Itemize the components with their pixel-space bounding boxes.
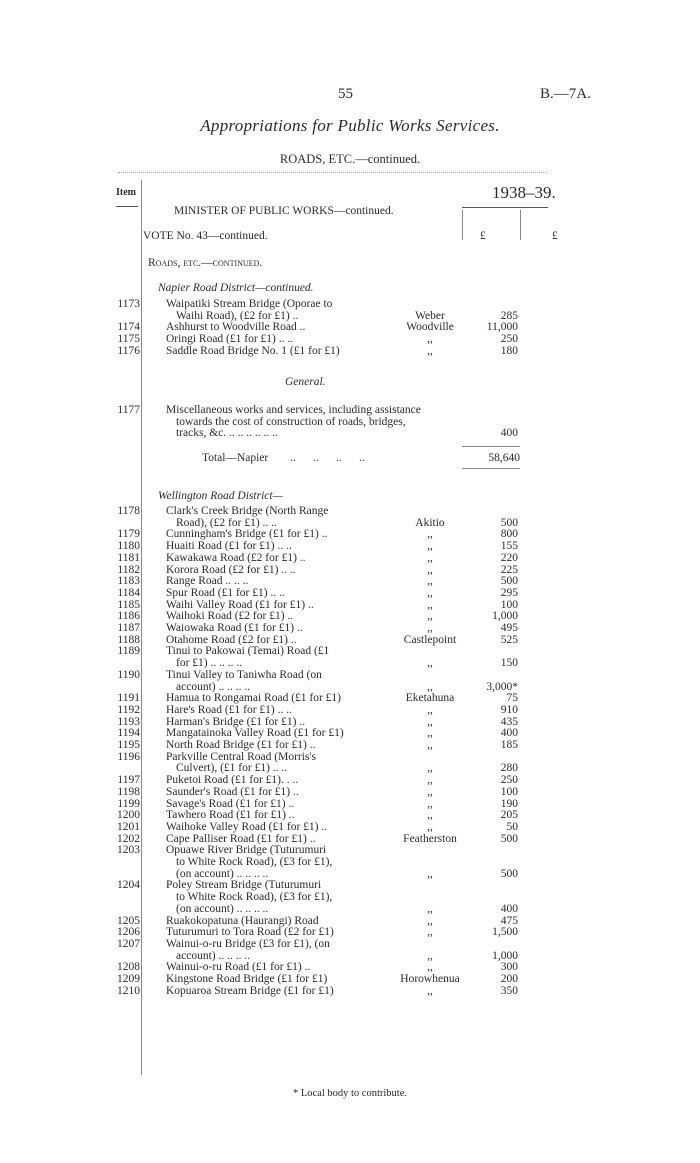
local-body: ,,	[427, 984, 433, 997]
section-napier: Napier Road District—continued.	[158, 282, 314, 294]
local-body: ,,	[427, 774, 433, 787]
item-number: 1191	[117, 692, 140, 705]
item-column-divider	[141, 180, 142, 1075]
amount: 500	[500, 575, 518, 588]
item-number: 1186	[117, 610, 140, 623]
page-subtitle: ROADS, ETC.—continued.	[279, 152, 421, 166]
local-body: Horowhenua	[400, 973, 460, 985]
local-body: Woodville	[406, 321, 454, 334]
document-code: B.—7A.	[540, 86, 591, 102]
item-number: 1198	[117, 785, 140, 798]
local-body: ,,	[427, 610, 433, 623]
local-body: ,,	[427, 622, 433, 634]
item-description: Kawakawa Road (£2 for £1) ..	[166, 551, 306, 564]
local-body: ,,	[427, 586, 433, 599]
item-description: Korora Road (£2 for £1) .. ..	[166, 563, 296, 576]
amount: 200	[500, 973, 518, 985]
item-description: for £1) .. .. .. ..	[176, 657, 243, 670]
local-body: ,,	[427, 563, 433, 576]
local-body: ,,	[427, 657, 433, 670]
item-number: 1182	[117, 563, 140, 576]
local-body: ,,	[427, 575, 433, 588]
item-description: Wainui-o-ru Bridge (£3 for £1), (on	[166, 937, 330, 950]
local-body: Featherston	[403, 832, 457, 845]
item-number: 1200	[117, 809, 140, 822]
item-number: 1209	[117, 973, 140, 985]
item-number: 1208	[117, 961, 140, 974]
local-body: ,,	[427, 344, 433, 357]
local-body: ,,	[427, 961, 433, 974]
item-description: Waihi Valley Road (£1 for £1) ..	[166, 598, 314, 611]
item-description: Mangatainoka Valley Road (£1 for £1)	[166, 727, 344, 740]
item-number: 1173	[117, 298, 140, 310]
amount: 205	[500, 809, 518, 822]
item-description: Savage's Road (£1 for £1) ..	[166, 797, 295, 810]
amount: 435	[500, 715, 518, 728]
item-number: 1206	[117, 926, 140, 939]
item-header-rule	[116, 206, 138, 207]
amount: 525	[500, 633, 518, 646]
amount: 100	[500, 598, 518, 611]
local-body: ,,	[427, 949, 433, 962]
page-title: Appropriations for Public Works Services.	[200, 116, 500, 135]
item-description: Wainui-o-ru Road (£1 for £1) ..	[166, 961, 311, 974]
amount: 350	[500, 984, 518, 997]
amount: 800	[500, 528, 518, 541]
item-number: 1202	[117, 832, 140, 845]
amount: 75	[506, 692, 518, 705]
item-description: Harman's Bridge (£1 for £1) ..	[166, 715, 306, 728]
item-description: Waihi Road), (£2 for £1) ..	[176, 309, 299, 322]
item-number: 1192	[117, 703, 140, 716]
amount: 3,000*	[486, 680, 518, 693]
local-body: ,,	[427, 902, 433, 915]
item-description: Tinui to Pakowai (Temai) Road (£1	[166, 645, 330, 658]
amount: 295	[500, 586, 518, 599]
total-napier-value: 58,640	[488, 452, 520, 464]
item-description: Road), (£2 for £1) .. ..	[176, 516, 277, 529]
amount: 500	[500, 867, 518, 880]
local-body: ,,	[427, 867, 433, 880]
item-number: 1183	[117, 575, 140, 588]
item-number: 1187	[117, 622, 140, 634]
amount: 100	[500, 785, 518, 798]
item-number: 1180	[117, 540, 140, 553]
year-column-header: 1938–39.	[492, 183, 556, 202]
amount: 1,000	[492, 610, 518, 623]
amount: 500	[500, 832, 518, 845]
item-number: 1189	[117, 645, 140, 658]
amount: 495	[500, 622, 518, 634]
section-wellington: Wellington Road District—	[158, 490, 283, 502]
local-body: ,,	[427, 926, 433, 939]
item-description: account) .. .. .. ..	[176, 949, 251, 962]
amount: 500	[500, 516, 518, 529]
item-description: Cape Palliser Road (£1 for £1) ..	[166, 832, 316, 845]
item-description: Saunder's Road (£1 for £1) ..	[166, 785, 299, 798]
local-body: ,,	[427, 715, 433, 728]
item-description: Tuturumuri to Tora Road (£2 for £1)	[166, 926, 334, 939]
item-description: Puketoi Road (£1 for £1). . ..	[166, 774, 299, 787]
section-minister: MINISTER OF PUBLIC WORKS—continued.	[174, 205, 394, 217]
item-number: 1190	[117, 668, 140, 681]
item-description: to White Rock Road), (£3 for £1),	[176, 891, 333, 904]
item-description: Oringi Road (£1 for £1) .. ..	[166, 333, 294, 346]
item-description: Kingstone Road Bridge (£1 for £1)	[166, 973, 328, 985]
amount: 150	[500, 657, 518, 670]
local-body: ,,	[427, 333, 433, 346]
item-description: Cunningham's Bridge (£1 for £1) ..	[166, 528, 328, 541]
total-rule-top	[462, 446, 520, 447]
item-description: tracks, &c. .. .. .. .. .. ..	[176, 427, 278, 440]
local-body: ,,	[427, 551, 433, 564]
amount: 910	[500, 703, 518, 716]
item-number: 1176	[117, 344, 140, 357]
section-roads: Roads, etc.—continued.	[148, 257, 263, 269]
local-body: ,,	[427, 820, 433, 833]
amount: 1,500	[492, 926, 518, 939]
amount: 250	[500, 333, 518, 346]
local-body: Weber	[415, 309, 445, 322]
amount: 400	[500, 902, 518, 915]
amount: 155	[500, 540, 518, 553]
item-description: to White Rock Road), (£3 for £1),	[176, 856, 333, 868]
item-number: 1196	[117, 750, 140, 763]
item-description: account) .. .. .. ..	[176, 680, 251, 693]
amount: 400	[500, 727, 518, 740]
section-general: General.	[285, 376, 326, 388]
item-number: 1174	[117, 321, 140, 334]
item-column-header: Item	[116, 187, 136, 198]
amount: 185	[500, 739, 518, 751]
item-number: 1175	[117, 333, 140, 346]
item-description: Spur Road (£1 for £1) .. ..	[166, 586, 285, 599]
item-number: 1178	[117, 505, 140, 517]
local-body: ,,	[427, 785, 433, 798]
item-number: 1204	[117, 879, 140, 892]
item-description: towards the cost of construction of roads, bridges,	[176, 415, 406, 428]
local-body: ,,	[427, 739, 433, 751]
item-description: Range Road .. .. ..	[166, 575, 249, 588]
item-description: Miscellaneous works and services, including assistance	[166, 404, 421, 416]
item-number: 1185	[117, 598, 140, 611]
item-number: 1193	[117, 715, 140, 728]
amount: 285	[500, 309, 518, 322]
footnote: * Local body to contribute.	[292, 1088, 407, 1099]
item-description: Otahome Road (£2 for £1) ..	[166, 633, 297, 646]
item-number: 1194	[117, 727, 140, 740]
currency-label-1: £	[480, 230, 486, 242]
amount-column-divider-top	[462, 210, 463, 240]
item-number: 1181	[117, 551, 140, 564]
local-body: ,,	[427, 809, 433, 822]
item-description: North Road Bridge (£1 for £1) ..	[166, 739, 316, 751]
amount: 11,000	[486, 321, 518, 334]
currency-label-2: £	[552, 230, 558, 242]
amount: 300	[500, 961, 518, 974]
item-number: 1197	[117, 774, 140, 787]
amount: 475	[500, 914, 518, 927]
amount: 225	[500, 563, 518, 576]
item-description: Waihoke Valley Road (£1 for £1) ..	[166, 820, 328, 833]
local-body: Akitio	[415, 516, 445, 529]
item-description: Kopuaroa Stream Bridge (£1 for £1)	[166, 984, 334, 997]
page-number: 55	[338, 86, 353, 102]
item-description: Hare's Road (£1 for £1) .. ..	[166, 703, 292, 716]
item-number: 1188	[117, 633, 140, 646]
item-description: Clark's Creek Bridge (North Range	[166, 505, 329, 517]
item-number: 1179	[117, 528, 140, 541]
item-description: Tawhero Road (£1 for £1) ..	[166, 809, 295, 822]
item-description: Culvert), (£1 for £1) .. ..	[176, 762, 288, 775]
item-number: 1201	[117, 820, 140, 833]
local-body: ,,	[427, 797, 433, 810]
item-number: 1177	[117, 404, 140, 416]
item-number: 1184	[117, 586, 140, 599]
item-description: Opuawe River Bridge (Tuturumuri	[166, 844, 327, 857]
item-description: Huaiti Road (£1 for £1) .. ..	[166, 540, 292, 553]
local-body: ,,	[427, 727, 433, 740]
local-body: Eketahuna	[405, 692, 455, 705]
total-rule-bottom	[462, 468, 520, 469]
amount-column-divider-top-2	[520, 210, 521, 240]
item-description: (on account) .. .. .. ..	[176, 867, 269, 880]
amount: 220	[500, 551, 518, 564]
header-rule	[118, 172, 546, 173]
amount: 280	[500, 762, 518, 775]
item-description: Hamua to Rongamai Road (£1 for £1)	[166, 692, 342, 705]
local-body: ,,	[427, 762, 433, 775]
total-napier-dots: .. .. .. ..	[290, 452, 365, 464]
item-description: Waiowaka Road (£1 for £1) ..	[166, 622, 303, 634]
item-description: Ruakokopatuna (Haurangi) Road	[166, 914, 319, 927]
amount: 180	[500, 344, 518, 357]
year-header-rule	[462, 207, 548, 208]
item-description: Parkville Central Road (Morris's	[166, 750, 316, 763]
amount: 1,000	[492, 949, 518, 962]
item-number: 1195	[117, 739, 140, 751]
item-number: 1210	[117, 984, 140, 997]
item-description: Poley Stream Bridge (Tuturumuri	[166, 879, 322, 892]
item-number: 1203	[117, 844, 140, 857]
section-vote: VOTE No. 43—continued.	[143, 230, 268, 242]
item-description: Tinui Valley to Taniwha Road (on	[166, 668, 322, 681]
item-description: Ashhurst to Woodville Road ..	[166, 321, 306, 334]
total-napier-label: Total—Napier	[202, 452, 269, 464]
item-description: Waihoki Road (£2 for £1) ..	[166, 610, 294, 623]
item-number: 1205	[117, 914, 140, 927]
amount: 50	[506, 820, 518, 833]
item-description: Waipatiki Stream Bridge (Oporae to	[166, 298, 333, 310]
item-number: 1199	[117, 797, 140, 810]
amount: 190	[500, 797, 518, 810]
amount: 250	[500, 774, 518, 787]
local-body: ,,	[427, 703, 433, 716]
item-number: 1207	[117, 937, 140, 950]
amount: 400	[500, 427, 518, 440]
item-description: (on account) .. .. .. ..	[176, 902, 269, 915]
local-body: ,,	[427, 914, 433, 927]
item-description: Saddle Road Bridge No. 1 (£1 for £1)	[166, 344, 340, 357]
local-body: Castlepoint	[403, 633, 457, 646]
local-body: ,,	[427, 680, 433, 693]
local-body: ,,	[427, 528, 433, 541]
local-body: ,,	[427, 540, 433, 553]
local-body: ,,	[427, 598, 433, 611]
